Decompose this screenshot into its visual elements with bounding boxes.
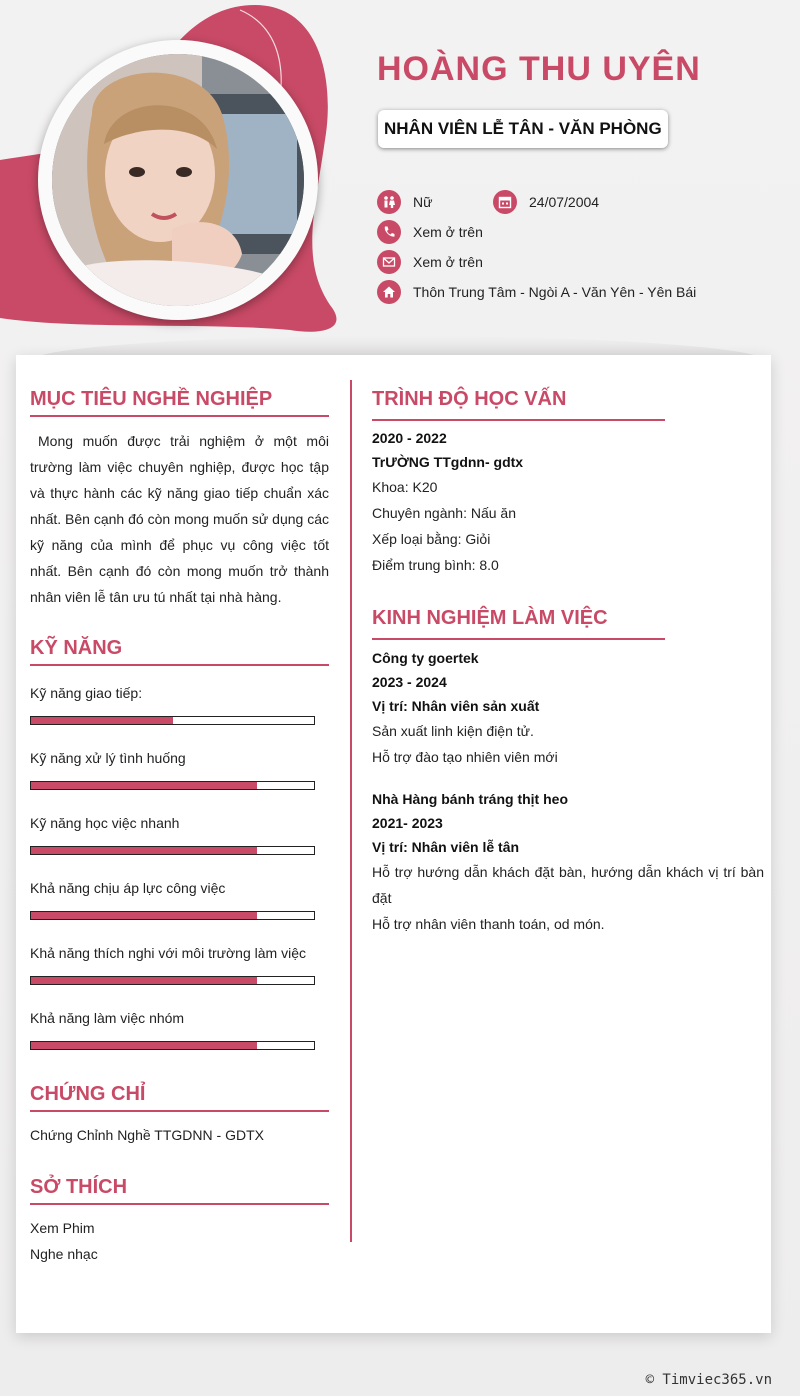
job-company: Nhà Hàng bánh tráng thịt heo bbox=[372, 791, 568, 807]
skill-bar bbox=[30, 976, 315, 985]
experience-job bbox=[372, 787, 764, 937]
job-task: Hỗ trợ hướng dẫn khách đặt bàn, hướng dẫn khách vị trí bàn đặt bbox=[372, 864, 764, 906]
job-position: Vị trí: Nhân viên sản xuất bbox=[372, 698, 540, 714]
phone-icon bbox=[377, 220, 401, 244]
job-company: Công ty goertek bbox=[372, 650, 479, 666]
experience-title: KINH NGHIỆM LÀM VIỆC bbox=[372, 607, 665, 640]
avatar-frame bbox=[38, 40, 318, 320]
phone-value: Xem ở trên bbox=[413, 224, 483, 240]
job-title-badge: NHÂN VIÊN LỄ TÂN - VĂN PHÒNG bbox=[378, 110, 668, 148]
skill-bar bbox=[30, 781, 315, 790]
skill-bar bbox=[30, 716, 315, 725]
job-period: 2021- 2023 bbox=[372, 815, 443, 831]
home-icon bbox=[377, 280, 401, 304]
education-period: 2020 - 2022 bbox=[372, 430, 447, 446]
skill-bar-fill bbox=[31, 977, 257, 984]
job-task: Hỗ trợ đào tạo nhiên viên mới bbox=[372, 749, 558, 765]
hobbies-title: SỞ THÍCH bbox=[30, 1176, 329, 1205]
column-divider bbox=[350, 380, 352, 1242]
certificates-title: CHỨNG CHỈ bbox=[30, 1083, 329, 1112]
experience-job bbox=[372, 646, 764, 770]
job-position: Vị trí: Nhân viên lễ tân bbox=[372, 839, 520, 855]
education-detail: Khoa: K20 bbox=[372, 479, 438, 495]
skill-bar bbox=[30, 846, 315, 855]
skills-title: KỸ NĂNG bbox=[30, 637, 329, 666]
education-detail: Chuyên ngành: Nấu ăn bbox=[372, 505, 516, 521]
skill-bar bbox=[30, 1041, 315, 1050]
education-detail: Xếp loại bằng: Giỏi bbox=[372, 531, 491, 547]
skill-label: Khả năng thích nghi với môi trường làm việc bbox=[30, 945, 306, 961]
birthday-value: 24/07/2004 bbox=[529, 194, 600, 210]
job-period: 2023 - 2024 bbox=[372, 674, 447, 690]
objective-title: MỤC TIÊU NGHỀ NGHIỆP bbox=[30, 388, 329, 417]
skill-bar bbox=[30, 911, 315, 920]
skill-bar-fill bbox=[31, 912, 257, 919]
address-row bbox=[377, 280, 696, 304]
skill-label: Kỹ năng giao tiếp: bbox=[30, 685, 143, 701]
education-detail: Điểm trung bình: 8.0 bbox=[372, 557, 499, 573]
email-row bbox=[377, 250, 483, 274]
education-school: TrƯỜNG TTgdnn- gdtx bbox=[372, 454, 524, 470]
skill-bar-fill bbox=[31, 1042, 257, 1049]
footer-credit: © Timviec365.vn bbox=[645, 1372, 772, 1388]
gender-value: Nữ bbox=[413, 194, 433, 210]
avatar bbox=[52, 54, 304, 306]
skill-label: Khả năng chịu áp lực công việc bbox=[30, 880, 226, 896]
objective-text: Mong muốn được trải nghiệm ở một môi trường làm việc chuyên nghiệp, được học tập và thực hành các kỹ năng giao tiếp chuẩn xác nhất. Bên cạnh đó còn mong muốn sử dụng các kỹ năng của mình để phục vụ công việc tốt nhất. Bên cạnh đó còn mong muốn trở thành nhân viên lễ tân ưu tú nhất tại nhà hàng. bbox=[30, 433, 329, 605]
calendar-icon bbox=[493, 190, 517, 214]
hobby-item: Xem Phim bbox=[30, 1220, 95, 1236]
gender-row bbox=[377, 190, 432, 214]
skill-label: Kỹ năng xử lý tình huống bbox=[30, 750, 186, 766]
gender-icon bbox=[377, 190, 401, 214]
hobby-item: Nghe nhạc bbox=[30, 1246, 98, 1262]
skill-label: Khả năng làm việc nhóm bbox=[30, 1010, 185, 1026]
skill-bar-fill bbox=[31, 847, 257, 854]
skill-bar-fill bbox=[31, 717, 173, 724]
skill-bar-fill bbox=[31, 782, 257, 789]
candidate-name: HOÀNG THU UYÊN bbox=[377, 50, 701, 88]
job-task: Sản xuất linh kiện điện tử. bbox=[372, 723, 534, 739]
mail-icon bbox=[377, 250, 401, 274]
address-value: Thôn Trung Tâm - Ngòi A - Văn Yên - Yên Bái bbox=[413, 284, 697, 300]
birthday-row bbox=[493, 190, 599, 214]
education-title: TRÌNH ĐỘ HỌC VẤN bbox=[372, 388, 665, 421]
email-value: Xem ở trên bbox=[413, 254, 483, 270]
education-block bbox=[372, 426, 764, 578]
certificate-item: Chứng Chỉnh Nghề TTGDNN - GDTX bbox=[30, 1127, 264, 1143]
skill-label: Kỹ năng học việc nhanh bbox=[30, 815, 180, 831]
phone-row bbox=[377, 220, 483, 244]
job-task: Hỗ trợ nhân viên thanh toán, od món. bbox=[372, 916, 605, 932]
